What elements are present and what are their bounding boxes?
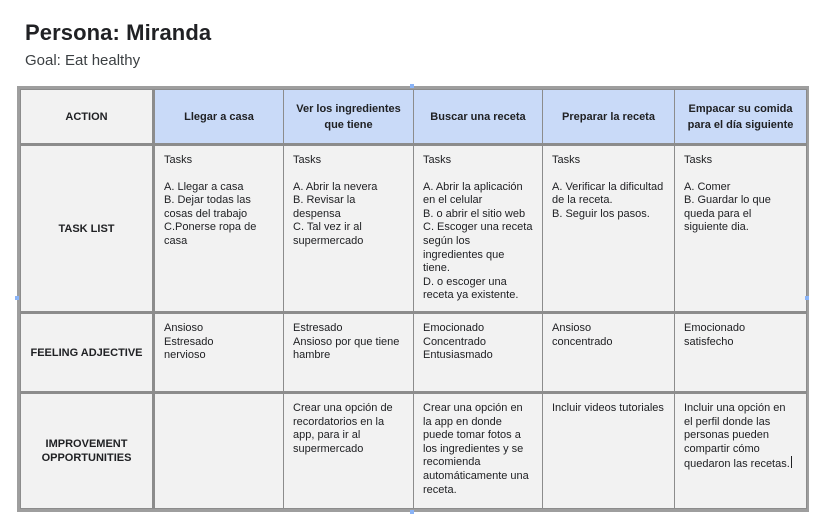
cell-text-line: B. Dejar todas las cosas del trabajo	[164, 194, 254, 220]
feeling-cell[interactable]	[414, 313, 543, 393]
cell-text-line: Tasks	[293, 154, 322, 166]
resize-handle-right[interactable]	[805, 296, 809, 300]
task-list-row	[21, 145, 807, 313]
task-cell[interactable]	[414, 145, 543, 313]
cell-spacer	[423, 168, 533, 181]
feeling-cell[interactable]	[543, 313, 675, 393]
task-cell[interactable]	[543, 145, 675, 313]
cell-spacer	[293, 168, 404, 181]
feeling-cell[interactable]	[154, 313, 284, 393]
cell-text-line: nervioso	[164, 349, 206, 362]
cell-text-line: C.Ponerse ropa de casa	[164, 221, 260, 247]
cell-text-line: Ansioso por que tiene hambre	[293, 335, 403, 362]
cell-spacer	[164, 168, 274, 181]
improvement-cell[interactable]	[414, 393, 543, 509]
task-cell[interactable]	[675, 145, 807, 313]
cell-text-line: Estresado	[164, 335, 214, 348]
cell-text-line: Crear una opción en la app en donde puede tomar fotos a los ingredientes y se recomienda automáticamente una receta.	[423, 402, 532, 496]
cell-text-line: Entusiasmado	[423, 349, 493, 362]
persona-title: Persona: Miranda	[25, 20, 212, 45]
feeling-cell[interactable]	[284, 313, 414, 393]
cell-text-line: Concentrado	[423, 335, 486, 348]
row-label-task-list[interactable]: TASK LIST	[21, 145, 154, 313]
cell-text-line: satisfecho	[684, 335, 734, 348]
cell-text-line: concentrado	[552, 335, 613, 348]
header-row	[21, 90, 807, 145]
task-cell[interactable]	[284, 145, 414, 313]
cell-text-line: D. o escoger una receta ya existente.	[423, 275, 519, 302]
cell-text-line: Tasks	[684, 154, 713, 166]
resize-handle-top[interactable]	[410, 84, 414, 88]
feeling-row	[21, 313, 807, 393]
cell-text-line: A. Llegar a casa	[164, 180, 244, 193]
improvement-cell[interactable]	[543, 393, 675, 509]
resize-handle-left[interactable]	[15, 296, 19, 300]
cell-text-line: Tasks	[552, 154, 581, 166]
cell-text-line: Incluir una opción en el perfil donde las personas pueden compartir cómo quedaron las recetas.	[684, 402, 790, 471]
cell-spacer	[684, 168, 797, 181]
cell-text-line: C. Escoger una receta según los ingredientes que tiene.	[423, 221, 536, 275]
feeling-cell[interactable]	[675, 313, 807, 393]
cell-text-line: B. Revisar la despensa	[293, 194, 359, 220]
cell-spacer	[552, 168, 665, 181]
cell-text-line: A. Verificar la dificultad de la receta.	[552, 180, 667, 207]
cell-text-line: Ansioso	[164, 322, 204, 334]
persona-goal: Goal: Eat healthy	[25, 52, 141, 69]
row-label-improvement[interactable]: IMPROVEMENT OPPORTUNITIES	[21, 393, 154, 509]
cell-text-line: Ansioso	[552, 322, 592, 334]
cell-text-line: B. o abrir el sitio web	[423, 207, 526, 220]
improvement-cell[interactable]	[154, 393, 284, 509]
cell-text-line: Estresado	[293, 322, 343, 334]
journey-map-table[interactable]	[20, 89, 807, 509]
cell-text-line: B. Seguir los pasos.	[552, 207, 650, 220]
action-header-cell[interactable]: Ver los ingredientes que tiene	[284, 90, 414, 145]
cell-text-line: Tasks	[164, 154, 193, 166]
task-cell[interactable]	[154, 145, 284, 313]
improvement-cell[interactable]	[675, 393, 807, 509]
cell-text-line: A. Abrir la aplicación en el celular	[423, 180, 526, 207]
improvement-cell[interactable]	[284, 393, 414, 509]
action-header-cell[interactable]: Buscar una receta	[414, 90, 543, 145]
cell-text-line: Tasks	[423, 154, 452, 166]
action-header-cell[interactable]: Preparar la receta	[543, 90, 675, 145]
cell-text-line: A. Comer	[684, 180, 731, 193]
cell-text-line: B. Guardar lo que queda para el siguiente dia.	[684, 194, 774, 234]
cell-text-line: Incluir videos tutoriales	[552, 402, 664, 414]
cell-text-line: A. Abrir la nevera	[293, 180, 378, 193]
corner-cell-action[interactable]: ACTION	[21, 90, 154, 145]
cell-text-line: C. Tal vez ir al supermercado	[293, 221, 365, 247]
improvement-row	[21, 393, 807, 509]
cell-text-line: Crear una opción de recordatorios en la app, para ir al supermercado	[293, 402, 396, 455]
action-header-cell[interactable]: Llegar a casa	[154, 90, 284, 145]
cell-text-line: Emocionado	[423, 322, 485, 334]
action-header-cell[interactable]: Empacar su comida para el día siguiente	[675, 90, 807, 145]
cell-text-line: Emocionado	[684, 322, 746, 334]
text-cursor	[791, 456, 792, 468]
resize-handle-bottom[interactable]	[410, 510, 414, 514]
journey-map-table-frame	[17, 86, 809, 512]
row-label-feeling[interactable]: FEELING ADJECTIVE	[21, 313, 154, 393]
